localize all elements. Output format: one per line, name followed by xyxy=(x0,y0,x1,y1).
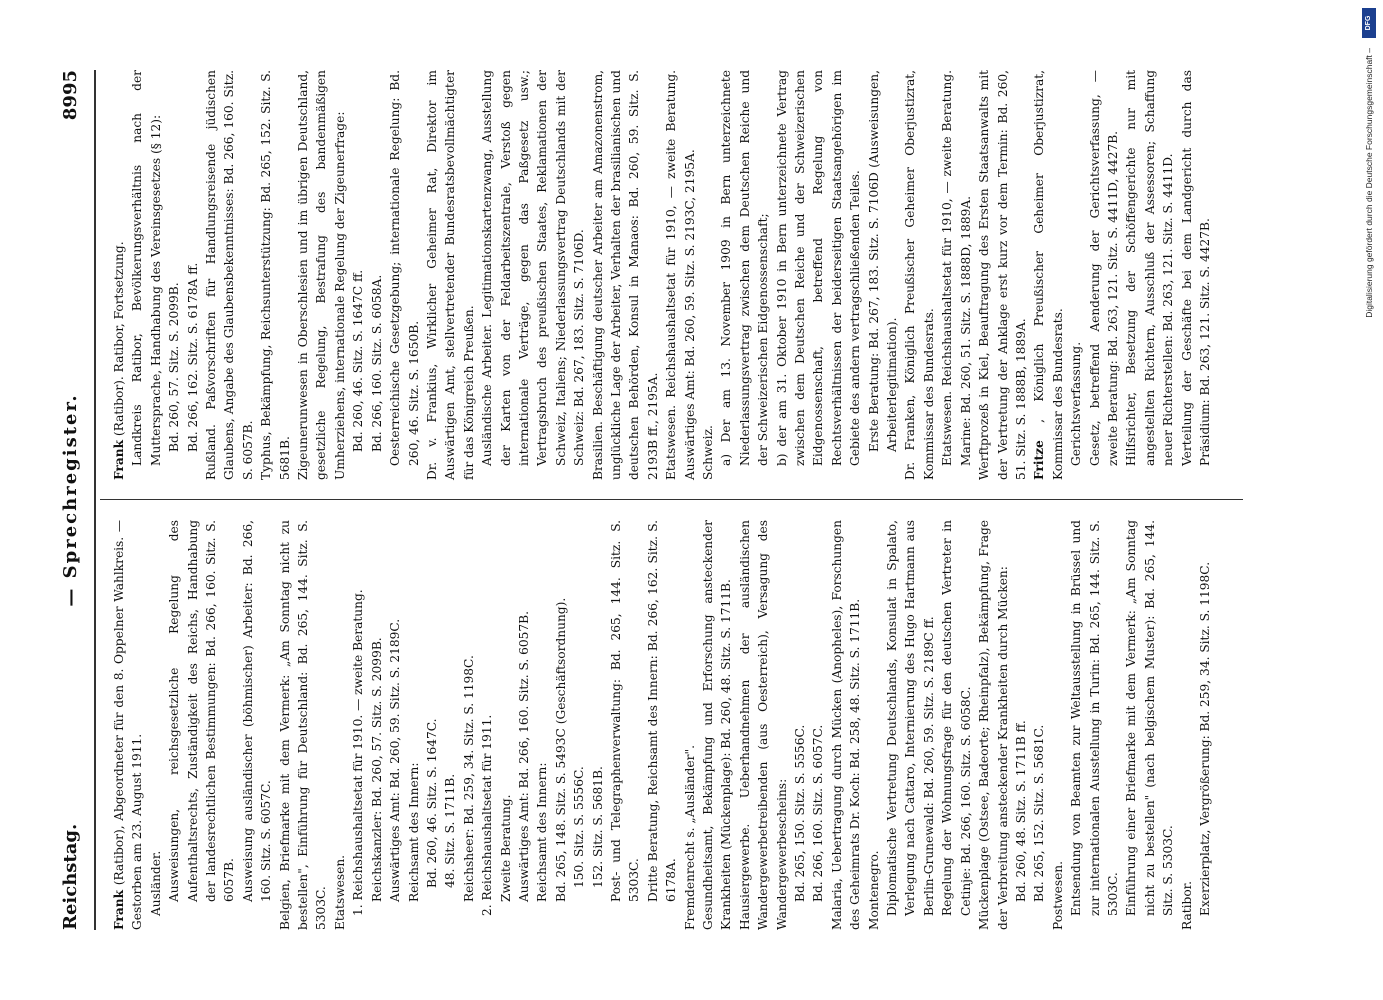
dfg-credit-text: Digitalisierung gefördert durch die Deutsche Forschungsgemeinschaft – xyxy=(1364,48,1374,318)
entry-text: Etatswesen. Reichshaushaltsetat für 1910, — zweite Beratung. Marine: Bd. 260, 51. Sitz. S. 1888D, 1889A. xyxy=(940,70,973,466)
entry-text: Reichsheer: Bd. 259, 34. Sitz. S. 1198C. xyxy=(461,655,476,902)
register-entry xyxy=(1067,70,1085,480)
entry-text: Dr. Franken, Königlich Preußischer Geheimer Oberjustizrat, Kommissar des Bundesrats. xyxy=(903,70,936,480)
entry-text: Ausweisungen, reichsgesetzliche Regelung des Aufenthaltsrechts, Zuständigkeit des Reichs, Handhabung der landesrechtlichen Bestimmungen: Bd. 266, 160. Sitz. S. 6057B. xyxy=(167,520,237,902)
entry-text: Bd. 265, 148. Sitz. S. 5493C (Geschäftsordnung). xyxy=(553,597,568,902)
entry-text: (Ratibor). Ratibor, Fortsetzung. xyxy=(112,241,126,437)
register-entry xyxy=(497,520,515,930)
register-entry xyxy=(349,70,367,480)
register-entry xyxy=(773,70,865,480)
entry-heading: Frank xyxy=(112,439,126,480)
entry-text: Etatswesen. Reichshaushaltsetat für 1910, — zweite Beratung. Auswärtiges Amt: Bd. 260, 59. Sitz. S. 2193C, 2195A. xyxy=(664,70,697,480)
register-entry xyxy=(938,70,975,480)
entry-text: Auswärtiges Amt: Bd. 260, 59. Sitz. S. 2189C. xyxy=(388,618,403,902)
entry-text: Hausiergewerbe. Ueberhandnehmen der ausländischen Wandergewerbetreibenden (aus Oesterreich), Versagung des Wandergewerbescheins: xyxy=(737,520,789,930)
register-entry xyxy=(644,520,681,930)
entry-text: Bd. 266, 160. Sitz. S. 6058A. xyxy=(369,274,384,452)
entry-text: Bd. 260, 46. Sitz. S. 1647C. xyxy=(424,718,439,888)
entry-text: Postwesen. xyxy=(1050,860,1065,930)
entry-text: Einführung einer Briefmarke mit dem Vermerk: „Am Sonntag nicht zu bestellen" (nach belgischem Muster): Bd. 265, 144. Sitz. S. 5303C. xyxy=(1124,520,1176,916)
register-entry xyxy=(441,520,459,930)
register-entry xyxy=(460,520,478,930)
entry-text: Bd. 260, 48. Sitz. S. 1711B ff. xyxy=(1013,720,1028,902)
register-entry xyxy=(1122,520,1177,930)
entry-text: Erste Beratung: Bd. 267, 183. Sitz. S. 7106D (Ausweisungen, Arbeiterlegitimation). xyxy=(866,70,900,452)
column-divider xyxy=(100,499,1243,500)
register-entry xyxy=(1067,520,1122,930)
register-entry xyxy=(202,70,257,480)
register-entry xyxy=(865,520,883,930)
entry-text: Ausländische Arbeiter. Legitimationskartenzwang, Ausstellung der Karten von der Feldarbeitszentrale, Verstoß gegen internationale Verträge, gegen das Paßgesetz usw.; Vertragsbruch des preußischen Staates, Reklamationen der Schweiz, Italiens; Niederlassungsvertrag Deutschlands mit der Schweiz: Bd. 267, 183. Sitz. S. 7106D. xyxy=(480,70,587,466)
register-entry xyxy=(1178,520,1196,930)
register-entry xyxy=(736,520,791,930)
register-entry xyxy=(589,520,607,930)
register-entry xyxy=(809,520,827,930)
entry-text: Dr. v. Frankius, Wirklicher Geheimer Rat, Direktor im Auswärtigen Amt, stellvertretender Bundesratsbevollmächtigter für das Königreich Preußen. xyxy=(424,70,476,480)
entry-text: (Ratibor), Abgeordneter für den 8. Oppelner Wahlkreis. — Gestorben am 23. August 1911. xyxy=(112,519,145,930)
register-entry xyxy=(901,70,938,480)
header-left: Reichstag. xyxy=(60,823,81,930)
entry-text: 150. Sitz. S. 5556C. xyxy=(572,766,587,888)
register-entry xyxy=(294,70,349,480)
entry-text: Brasilien. Beschäftigung deutscher Arbeiter am Amazonenstrom, unglückliche Lage der Arbeiter, Verhalten der brasilianischen und deutschen Behörden, Konsul in Manaos: Bd. 260, 59. Sitz. S. 2193B ff., 2195A. xyxy=(590,70,660,480)
entry-text: b) der am 31. Oktober 1910 in Bern unterzeichnete Vertrag zwischen dem Deutschen Reiche und der Schweizerischen Eidgenossenschaft, betreffend Regelung von Rechtsverhältnissen der beiderseitigen Staatsangehörigen im Gebiete des andern vertragschließenden Teiles. xyxy=(774,70,863,466)
entry-text: Gerichtsverfassung. xyxy=(1069,341,1084,466)
entry-text: Bd. 266, 160. Sitz. S. 6057C. xyxy=(811,724,826,902)
register-entry xyxy=(589,70,663,480)
entry-heading: Frank xyxy=(112,889,126,930)
register-entry xyxy=(368,520,386,930)
register-entry xyxy=(276,520,331,930)
entry-text: Mückenplage (Ostsee, Badeorte; Rheinpfalz), Bekämpfung, Frage der Verbreitung ansteckender Krankheiten durch Mücken: xyxy=(977,520,1010,930)
register-entry xyxy=(239,520,276,930)
left-column xyxy=(110,520,1214,930)
entry-text: Regelung der Wohnungsfrage für den deutschen Vertreter in Cetinje: Bd. 266, 160. Sitz. S. 6058C. xyxy=(940,520,973,916)
register-entry xyxy=(699,70,717,480)
register-entry xyxy=(1196,520,1214,930)
entry-text: Oesterreichische Gesetzgebung; internationale Regelung: Bd. 260, 46. Sitz. S. 1650B. xyxy=(388,70,421,466)
entry-text: Etatswesen. xyxy=(332,854,347,930)
register-entry xyxy=(883,520,938,930)
entry-text: Werftprozeß in Kiel, Beauftragung des Ersten Staatsanwalts mit der Vertretung der Anklage erst kurz vor dem Termin: Bd. 260, 51. Sitz. S. 1888B, 1889A. xyxy=(977,70,1028,480)
register-entry xyxy=(386,520,404,930)
register-entry xyxy=(1012,520,1030,930)
entry-text: Reichsamt des Innern: xyxy=(406,762,421,902)
dfg-logo: DFG xyxy=(1362,8,1376,38)
header-rule xyxy=(94,70,96,930)
dfg-credit-strip xyxy=(1362,8,1376,992)
entry-text: Post- und Telegraphenverwaltung: Bd. 265, 144. Sitz. S. 5303C. xyxy=(608,520,642,902)
entry-text: Dritte Beratung, Reichsamt des Innern: Bd. 266, 162. Sitz. S. 6178A. xyxy=(645,520,679,902)
entry-text: Bd. 260, 46. Sitz. S. 1647C ff. xyxy=(351,269,366,452)
register-entry xyxy=(1086,70,1123,480)
register-entry xyxy=(257,70,294,480)
entry-text: , Königlich Preußischer Geheimer Oberjustizrat, Kommissar des Bundesrats. xyxy=(1032,70,1065,480)
entry-text: Bd. 266, 162. Sitz. S. 6178A ff. xyxy=(185,262,200,452)
register-entry xyxy=(478,520,496,930)
entry-text: Gesetz, betreffend Aenderung der Gerichtsverfassung, — zweite Beratung: Bd. 263, 121. Sitz. S. 4411D, 4427B. xyxy=(1087,70,1120,466)
entry-text: Ratibor. xyxy=(1179,880,1194,930)
register-entry xyxy=(478,70,588,480)
register-entry xyxy=(405,520,423,930)
register-entry xyxy=(1049,520,1067,930)
entry-text: Typhus, Bekämpfung, Reichsunterstützung: Bd. 265, 152. Sitz. S. 5681B. xyxy=(259,70,292,480)
entry-text: Fremdenrecht s. „Ausländer". xyxy=(682,745,697,930)
entry-text: Landkreis Ratibor, Bevölkerungsverhältnis nach der Muttersprache, Handhabung des Vereinsgesetzes (§ 12): xyxy=(130,70,163,466)
register-entry xyxy=(533,520,551,930)
register-entry xyxy=(828,520,865,930)
register-entry xyxy=(165,520,239,930)
entry-text: Bd. 260, 57. Sitz. S. 2099B. xyxy=(167,282,182,452)
entry-text: 48. Sitz. S. 1711B. xyxy=(443,773,458,888)
entry-heading: Fritze xyxy=(1032,440,1047,480)
header-center: — Sprechregister. xyxy=(60,393,81,607)
entry-text: Zigeunerunwesen in Oberschlesien und im übrigen Deutschland, gesetzliche Regelung, Bestrafung des bandenmäßigen Umherziehens, internationale Regelung der Zigeunerfrage: xyxy=(296,70,347,480)
register-entry xyxy=(368,70,386,480)
register-entry xyxy=(681,520,699,930)
register-entry xyxy=(975,70,1030,480)
entry-text: Bd. 265, 152. Sitz. S. 5681C. xyxy=(1032,724,1047,902)
register-entry xyxy=(386,70,423,480)
register-entry xyxy=(1178,70,1215,480)
register-entry xyxy=(110,70,128,480)
register-entry xyxy=(423,520,441,930)
register-entry xyxy=(791,520,809,930)
entry-text: a) Der am 13. November 1909 in Bern unterzeichnete Niederlassungsvertrag zwischen dem Deutschen Reiche und der Schweizerischen Eidgenossenschaft; xyxy=(719,70,771,466)
entry-text: Rußland. Paßvorschriften für Handlungsreisende jüdischen Glaubens, Angabe des Glaubensbekenntnisses: Bd. 266, 160. Sitz. S. 6057B. xyxy=(204,70,255,480)
entry-text: Gesundheitsamt, Bekämpfung und Erforschung ansteckender Krankheiten (Mückenplage): Bd. 260, 48. Sitz. S. 1711B. xyxy=(701,520,734,930)
entry-text: Diplomatische Vertretung Deutschlands, Konsulat in Spalato, Verlegung nach Cattaro, Internierung des Hugo Hartmann aus Berlin-Grunewald: Bd. 260, 59. Sitz. S. 2189C ff. xyxy=(885,520,936,916)
entry-text: Malaria, Uebertragung durch Mücken (Anopheles), Forschungen des Geheimrats Dr. Koch: Bd. 258, 48. Sitz. S. 1711B. xyxy=(829,520,863,930)
register-entry xyxy=(865,70,902,480)
register-entry xyxy=(515,520,533,930)
entry-text: Auswärtiges Amt: Bd. 266, 160. Sitz. S. 6057B. xyxy=(516,611,531,902)
register-entry xyxy=(1122,70,1177,480)
entry-text: Belgien, Briefmarke mit dem Vermerk: „Am Sonntag nicht zu bestellen", Einführung für Deutschland: Bd. 265, 144. Sitz. S. 5303C. xyxy=(277,520,329,930)
entry-text: 2. Reichshaushaltsetat für 1911. xyxy=(480,714,495,916)
register-entry xyxy=(552,520,570,930)
entry-text: Exerzierplatz, Vergrößerung: Bd. 259, 34. Sitz. S. 1198C. xyxy=(1197,561,1212,916)
entry-text: Hilfsrichter, Besetzung der Schöffengerichte nur mit angestellten Richtern, Ausschluß der Assessoren; Schaffung neuer Richterstellen: Bd. 263, 121. Sitz. S. 4411D. xyxy=(1124,70,1176,466)
page-number: 8995 xyxy=(60,70,81,121)
entry-text: Ausländer. xyxy=(148,850,163,916)
register-entry xyxy=(717,70,772,480)
entry-text: Verteilung der Geschäfte bei dem Landgericht durch das Präsidium: Bd. 263, 121. Sitz. S. 4427B. xyxy=(1179,70,1212,466)
register-entry xyxy=(662,70,699,480)
register-entry xyxy=(975,520,1012,930)
entry-text: Entsendung von Beamten zur Weltausstellung in Brüssel und zur internationalen Ausstellung in Turin: Bd. 265, 144. Sitz. S. 5303C. xyxy=(1069,520,1120,916)
register-entry xyxy=(423,70,478,480)
register-entry xyxy=(128,70,165,480)
register-entry xyxy=(938,520,975,930)
entry-text: Zweite Beratung. xyxy=(498,794,513,902)
entry-text: 152. Sitz. S. 5681B. xyxy=(590,766,605,888)
entry-text: Schweiz. xyxy=(701,425,715,480)
entry-text: 1. Reichshaushaltsetat für 1910. — zweite Beratung. xyxy=(351,589,366,916)
register-entry xyxy=(165,70,183,480)
entry-text: Ausweisung ausländischer (böhmischer) Arbeiter: Bd. 266, 160. Sitz. S. 6057C. xyxy=(240,520,274,902)
entry-text: Reichskanzler: Bd. 260, 57. Sitz. S. 2099B. xyxy=(369,637,384,902)
register-entry xyxy=(1030,520,1048,930)
register-entry xyxy=(1030,70,1067,480)
entry-text: Reichsamt des Innern: xyxy=(535,762,550,902)
entry-text: Bd. 265, 150. Sitz. S. 5556C. xyxy=(793,724,808,902)
register-entry xyxy=(184,70,202,480)
right-column xyxy=(110,70,1214,480)
register-entry xyxy=(147,520,165,930)
register-entry xyxy=(349,520,367,930)
register-entry xyxy=(699,520,736,930)
entry-text: Montenegro. xyxy=(866,850,881,930)
register-entry xyxy=(570,520,588,930)
register-entry xyxy=(607,520,644,930)
register-entry xyxy=(110,520,147,930)
register-entry xyxy=(331,520,349,930)
